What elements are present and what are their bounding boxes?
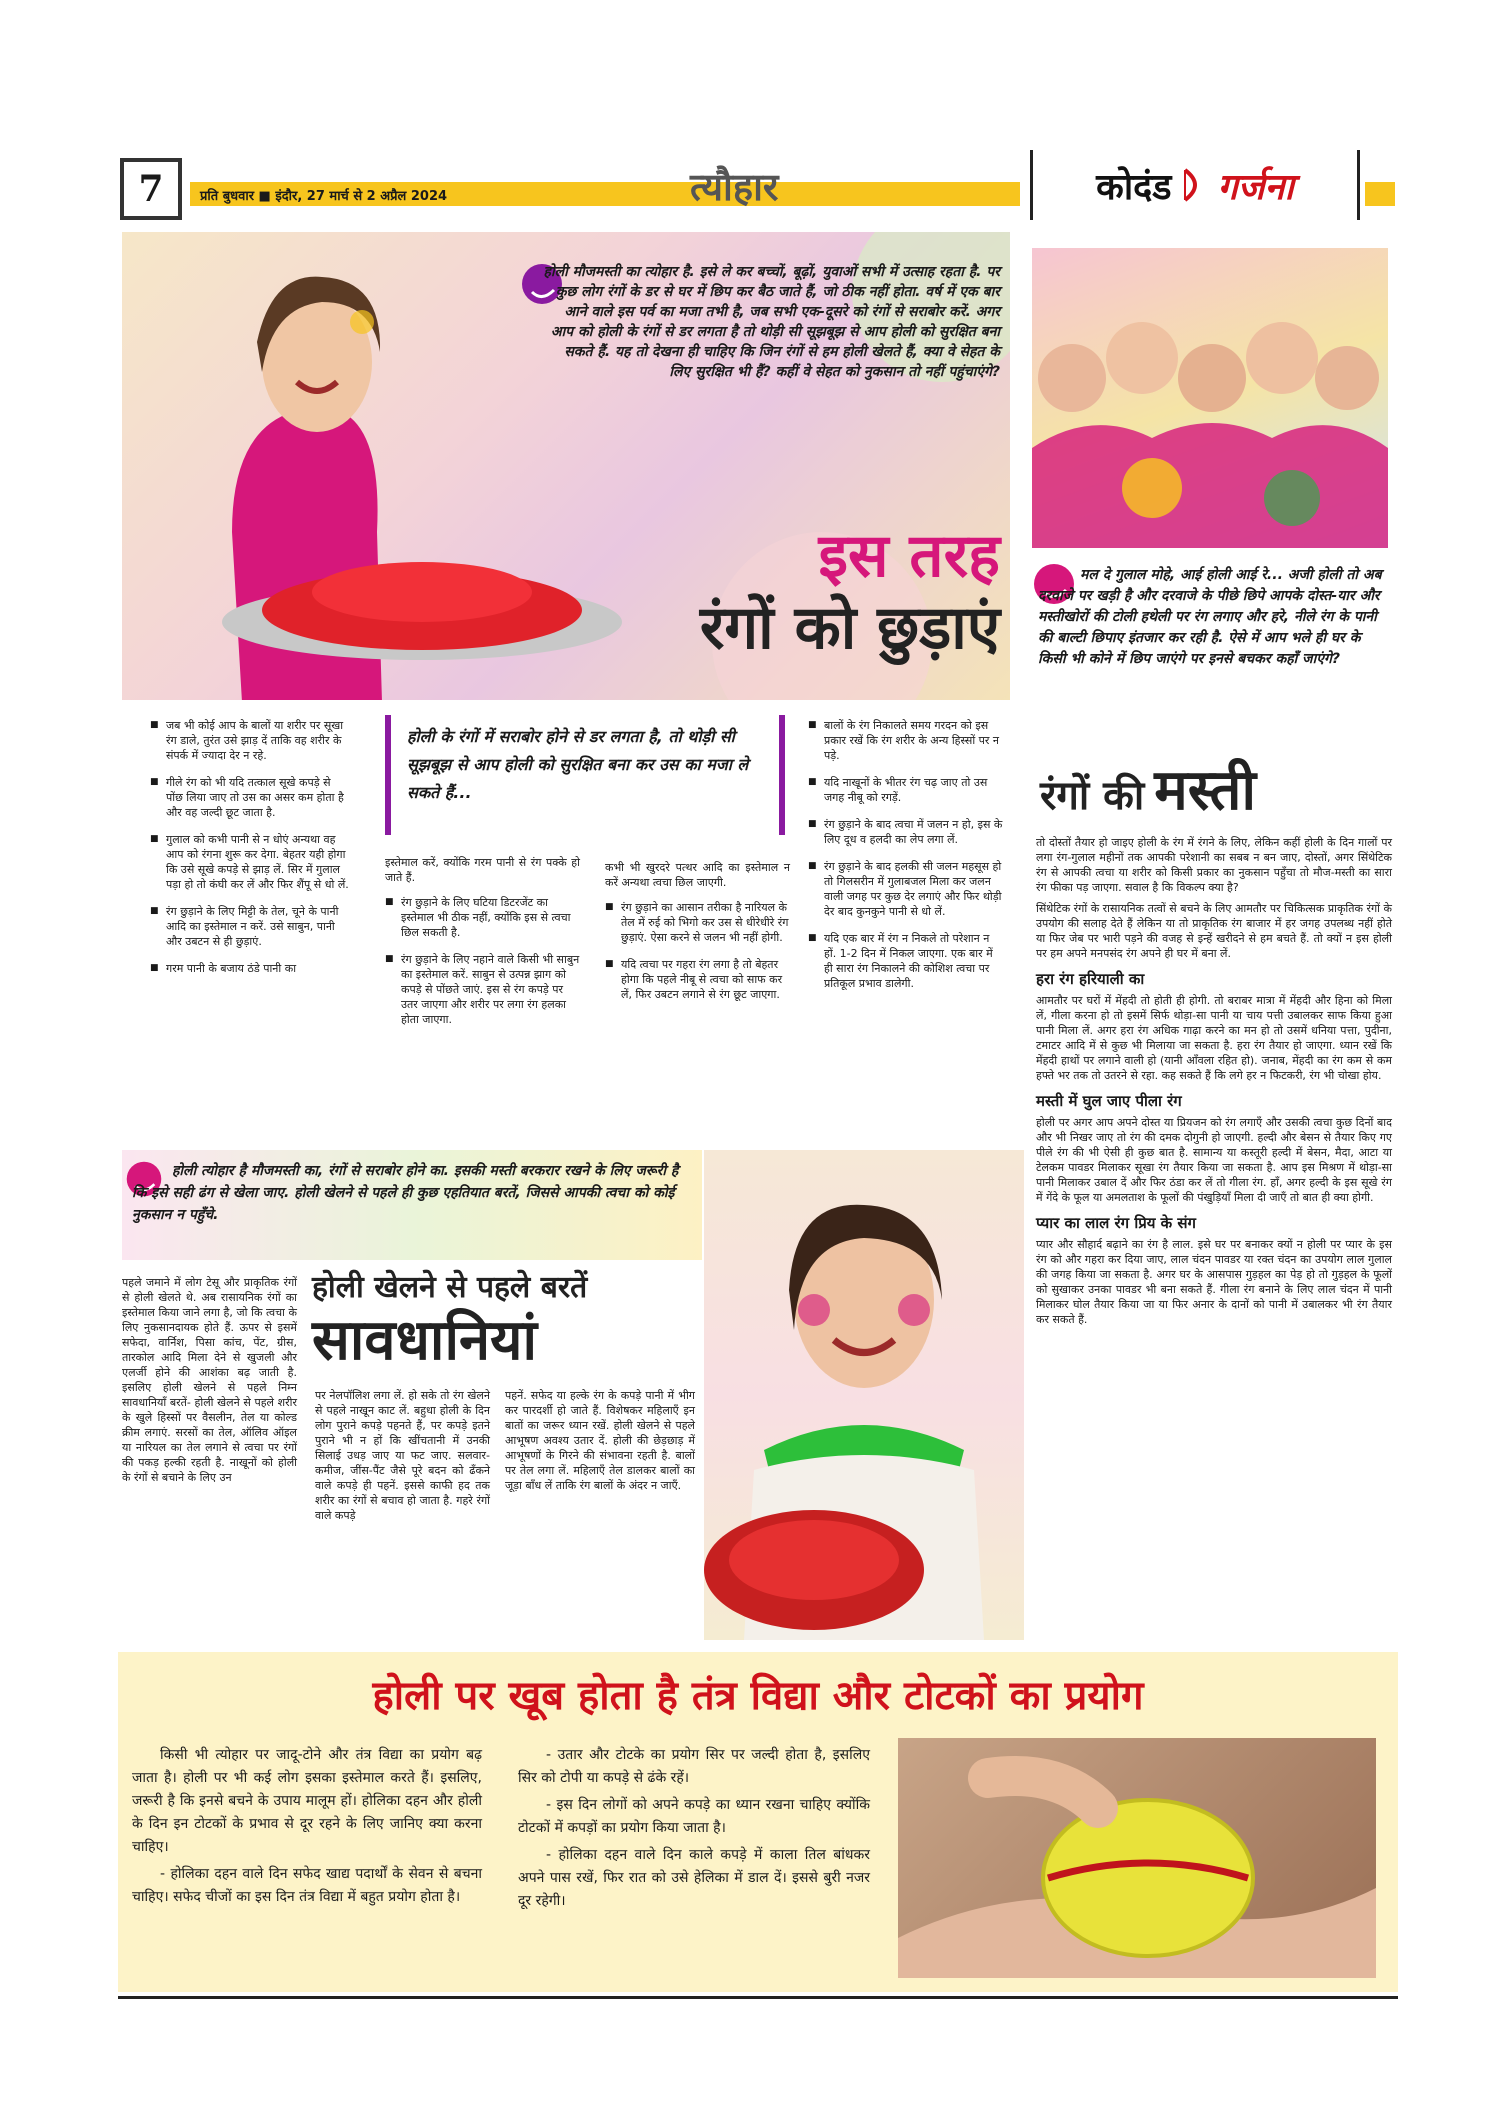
precaution-title1: होली खेलने से पहले बरतें bbox=[312, 1270, 588, 1305]
bow-icon bbox=[1180, 165, 1210, 205]
group-women-photo bbox=[1032, 248, 1388, 548]
main-col1 bbox=[150, 718, 350, 988]
lemon-photo bbox=[898, 1738, 1376, 1978]
right-p4: होली पर अगर आप अपने दोस्त या प्रियजन को रंग लगाएँ और उसकी त्वचा कुछ दिनों बाद और भी निखर जाए तो रंग की दमक दोगुनी हो जाएगी. हल्दी और बेसन से तैयार किए गए पीले रंग की भी ऐसी ही कुछ बात है. सामान्य या कस्तूरी हल्दी में बेसन, मैदा, आटा या टेलकम पावडर मिलाकर सूखा रंग तैयार किया जा सकता है. आप इस मिश्रण में थोड़ा-सा पानी मिलाकर उबाल दें और फिर ठंडा कर लें तो गीला रंग. हाँ, अगर हल्दी के इस सूखे रंग में गेंदे के फूल या अमलताश के फूलों की पंखुड़ियाँ मिला दी जाएँ तो बात ही क्या होगी. bbox=[1036, 1116, 1392, 1204]
right-p3: आमतौर पर घरों में मेंहदी तो होती ही होगी. तो बराबर मात्रा में मेंहदी और हिना को मिला लें, गीला करना हो तो इसमें सिर्फ थोड़ा-सा पानी या चाय पत्ती उबालकर साफ किया हुआ पानी मिला लें. अगर हरा रंग अधिक गाढ़ा करने का मन हो तो उसमें धनिया पत्ता, पुदीना, टमाटर आदि में से कुछ भी मिलाया जा सकता है. हरा रंग तैयार हो जाएगा. ध्यान रखें कि मेंहदी हाथों पर लगाने वाली हो (यानी आँवला रहित हो). जनाब, मेंहदी का रंग कम से कम हफ्ते भर तक तो उतरने से रहा. कह सकते हैं कि लगे हर न फिटकरी, रंग भी चोखा होय. bbox=[1036, 994, 1392, 1082]
right-p1: तो दोस्तों तैयार हो जाइए होली के रंग में रंगने के लिए, लेकिन कहीं होली के दिन गालों पर लगा रंग-गुलाल महीनों तक आपकी परेशानी का सबब न बन जाए, दोस्तों, अगर सिंथेटिक रंग से आपकी त्वचा या शरीर को किसी प्रकार का नुकसान पहुँचा तो मौज-मस्ती का सारा रंग फीका पड़ जाएगा. सवाल है कि विकल्प क्या है? bbox=[1036, 836, 1392, 894]
right-p2: सिंथेटिक रंगों के रासायनिक तत्वों से बचने के लिए आमतौर पर चिकित्सक प्राकृतिक रंगों के उपयोग की सलाह देते हैं लेकिन या तो प्राकृतिक रंग बाजार में हर जगह उपलब्ध नहीं होते या फिर जेब पर भारी पड़ने की वजह से इन्हें खरीदने से हम बचते हैं. तो क्यों न इस होली पर हम अपने मनपसंद रंग अपने ही घर में बना लें. bbox=[1036, 902, 1392, 960]
masthead bbox=[1030, 150, 1360, 220]
list-item: ■ यदि एक बार में रंग न निकले तो परेशान न हों. 1-2 दिन में निकल जाएगा. एक बार में ही सारा रंग निकालने की कोशिश त्वचा पर प्रतिकूल प्रभाव डालेगी. bbox=[808, 931, 1004, 991]
list-item: ■ रंग छुड़ाने का आसान तरीका है नारियल के तेल में रुई को भिगो कर उस से धीरेधीरे रंग छुड़ाएं. ऐसा करने से जलन भी नहीं होगी. bbox=[605, 900, 790, 945]
list-item: ■ रंग छुड़ाने के बाद हलकी सी जलन महसूस हो तो गिलसरीन में गुलाबजल मिला कर जलन वाली जगह पर कुछ देर लगाएं और फिर थोड़ी देर बाद कुनकुने पानी से धो लें. bbox=[808, 859, 1004, 919]
bottom-col1 bbox=[132, 1744, 482, 1909]
section-title: त्यौहार bbox=[690, 164, 779, 209]
precaution-title2: सावधानियां bbox=[312, 1308, 538, 1373]
bottom-col2-p2: - इस दिन लोगों को अपने कपड़े का ध्यान रखना चाहिए क्योंकि टोटकों में कपड़ों का प्रयोग किया जाता है। bbox=[518, 1797, 870, 1836]
col2-start: इस्तेमाल करें, क्योंकि गरम पानी से रंग पक्के हो जाते हैं. bbox=[385, 856, 580, 884]
bottom-col2-p1: - उतार और टोटके का प्रयोग सिर पर जल्दी होता है, इसलिए सिर को टोपी या कपड़े से ढंके रहें। bbox=[518, 1747, 870, 1786]
right-h1: हरा रंग हरियाली का bbox=[1036, 970, 1145, 988]
list-item: ■ रंग छुड़ाने के लिए मिट्टी के तेल, चूने के पानी आदि का इस्तेमाल न करें. उसे साबुन, पानी और उबटन से ही छुड़ाएं. bbox=[150, 904, 350, 949]
smiling-woman-photo bbox=[704, 1150, 1024, 1640]
main-col4 bbox=[808, 718, 1004, 1003]
list-item: ■ रंग छुड़ाने के लिए नहाने वाले किसी भी साबुन का इस्तेमाल करें. साबुन से उत्पन्न झाग को कपड़े से पोंछते जाएं. इस से रंग कपड़े पर उतर जाएगा और शरीर पर लगा रंग हलका होता जाएगा. bbox=[385, 952, 580, 1027]
pull-quote: होली के रंगों में सराबोर होने से डर लगता है, तो थोड़ी सी सूझबूझ से आप होली को सुरक्षित बना कर उस का मजा ले सकते हैं... bbox=[407, 727, 749, 802]
list-item: ■ यदि नाखूनों के भीतर रंग चढ़ जाए तो उस जगह नीबू को रगड़ें. bbox=[808, 775, 1004, 805]
right-body bbox=[1036, 835, 1392, 1333]
main-title-line2: रंगों को छुड़ाएं bbox=[699, 593, 1000, 663]
bottom-col2 bbox=[518, 1744, 870, 1913]
pull-quote-box bbox=[385, 715, 785, 835]
list-item: ■ गरम पानी के बजाय ठंडे पानी का bbox=[150, 961, 350, 976]
masthead-right: गर्जना bbox=[1217, 166, 1294, 208]
bottom-col2-p3: - होलिका दहन वाले दिन काले कपड़े में काला तिल बांधकर अपने पास रखें, फिर रात को उसे हेलिका में डाल दें। इससे बुरी नजर दूर रहेगी। bbox=[518, 1847, 870, 1909]
bottom-col1-p2: - होलिका दहन वाले दिन सफेद खाद्य पदार्थों के सेवन से बचना चाहिए। सफेद चीजों का इस दिन तंत्र विद्या में बहुत प्रयोग होता है। bbox=[132, 1866, 482, 1905]
right-intro: मल दे गुलाल मोहे, आई होली आई रे... अजी होली तो अब दरवाजे पर खड़ी है और दरवाजे के पीछे छिपे आपके दोस्त-यार और मस्तीखोरों की टोली हथेली पर रंग लगाए और हरे, नीले रंग के पानी की बाल्टी छिपाए इंतजार कर रही है. ऐसे में आप भले ही घर के किसी भी कोने में छिप जाएंगे पर इनसे बचकर कहाँ जाएंगे? bbox=[1038, 567, 1382, 667]
list-item: ■ जब भी कोई आप के बालों या शरीर पर सूखा रंग डाले, तुरंत उसे झाड़ दें ताकि वह शरीर के संपर्क में ज्यादा देर न रहे. bbox=[150, 718, 350, 763]
precaution-col3: पहनें. सफेद या हल्के रंग के कपड़े पानी में भीग कर पारदर्शी हो जाते हैं. विशेषकर महिलाएँ इन बातों का जरूर ध्यान रखें. होली खेलने से पहले आभूषण अवश्य उतार दें. होली की छेड़छाड़ में आभूषणों के गिरने की संभावना रहती है. बालों पर तेल लगा लें. महिलाएँ तेल डालकर बालों का जूड़ा बाँध लें ताकि रंग बालों के अंदर न जाएँ. bbox=[505, 1389, 695, 1492]
main-col2 bbox=[385, 855, 580, 1039]
issue-info: प्रति बुधवार ■ इंदौर, 27 मार्च से 2 अप्रैल 2024 bbox=[200, 189, 448, 204]
precaution-col1: पहले जमाने में लोग टेसू और प्राकृतिक रंगों से होली खेलते थे. अब रासायनिक रंगों का इस्तेमाल किया जाने लगा है, जो कि त्वचा के लिए नुकसानदायक होते हैं. ऊपर से इसमें सफेदा, वार्निश, पिसा कांच, पेंट, ग्रीस, तारकोल आदि मिला देने से खुजली और एलर्जी होने की आशंका बढ़ जाती है. इसलिए होली खेलने से पहले निम्न सावधानियाँ बरतें- होली खेलने से पहले शरीर के खुले हिस्सों पर वैसलीन, तेल या कोल्ड क्रीम लगाएं. सरसों का तेल, ऑलिव ऑइल या नारियल का तेल लगाने से त्वचा पर रंगों की पकड़ हल्की रहती है. नाखूनों को होली के रंगों से बचाने के लिए उन bbox=[122, 1276, 297, 1484]
precaution-title bbox=[312, 1268, 692, 1374]
list-item: ■ गुलाल को कभी पानी से न धोएं अन्यथा वह आप को रंगना शुरू कर देगा. बेहतर यही होगा कि उसे सूखे कपड़े से झाड़ लें. सिर में गुलाल पड़ा हो तो कंघी कर लें और फिर शैंपू से धो लें. bbox=[150, 832, 350, 892]
list-item: ■ गीले रंग को भी यदि तत्काल सूखे कपड़े से पोंछ लिया जाए तो उस का असर कम होता है और वह जल्दी छूट जाता है. bbox=[150, 775, 350, 820]
bottom-rule bbox=[118, 1996, 1398, 1999]
right-title-b: मस्ती bbox=[1154, 758, 1256, 823]
list-item: ■ बालों के रंग निकालते समय गरदन को इस प्रकार रखें कि रंग शरीर के अन्य हिस्सों पर न पड़े. bbox=[808, 718, 1004, 763]
right-p5: प्यार और सौहार्द बढ़ाने का रंग है लाल. इसे घर पर बनाकर क्यों न होली पर प्यार के इस रंग को और गहरा कर दिया जाए, लाल चंदन पावडर या रक्त चंदन का उपयोग लाल गुलाल की जगह किया जा सकता है. अगर घर के आसपास गुड़हल का पेड़ हो तो गुड़हल के फूलों को सुखाकर उनका पावडर भी बना सकते हैं. गीला रंग बनाने के लिए लाल चंदन में पानी मिलाकर घोल तैयार किया जा या फिर अनार के दानों को पानी में उबालकर भी रंग तैयार कर सकते हैं. bbox=[1036, 1238, 1392, 1326]
col3-start: कभी भी खुरदरे पत्थर आदि का इस्तेमाल न करें अन्यथा त्वचा छिल जाएगी. bbox=[605, 861, 790, 889]
bottom-col1-p1: किसी भी त्योहार पर जादू-टोने और तंत्र विद्या का प्रयोग बढ़ जाता है। होली पर भी कई लोग इसका इस्तेमाल करते हैं। इसलिए, जरूरी है कि इनसे बचने के उपाय मालूम हों। होलिका दहन और होली के दिन इन टोटकों के प्रभाव से दूर रहने के लिए जानिए क्या करना चाहिए। bbox=[132, 1747, 482, 1855]
right-h2: मस्ती में घुल जाए पीला रंग bbox=[1036, 1092, 1182, 1110]
list-item: ■ रंग छुड़ाने के बाद त्वचा में जलन न हो, इस के लिए दूध व हलदी का लेप लगा लें. bbox=[808, 817, 1004, 847]
right-h3: प्यार का लाल रंग प्रिय के संग bbox=[1036, 1214, 1197, 1232]
list-item: ■ यदि त्वचा पर गहरा रंग लगा है तो बेहतर होगा कि पहले नीबू से त्वचा को साफ कर लें, फिर उबटन लगाने से रंग छूट जाएगा. bbox=[605, 957, 790, 1002]
right-title-a: रंगों की bbox=[1040, 773, 1145, 819]
page-number-box bbox=[120, 158, 182, 220]
page-number: 7 bbox=[138, 168, 164, 210]
precaution-col2: पर नेलपॉलिश लगा लें. हो सके तो रंग खेलने से पहले नाखून काट लें. बहुधा होली के दिन लोग पुराने कपड़े पहनते हैं, पर कपड़े इतने पुराने भी न हों कि खींचतानी में उनकी सिलाई उधड़ जाए या फट जाए. सलवार-कमीज, जींस-पैंट जैसे पूरे बदन को ढँकने वाले कपड़े ही पहनें. इससे काफी हद तक शरीर का रंगों से बचाव हो जाता है. गहरे रंगों वाले कपड़े bbox=[315, 1389, 490, 1522]
masthead-yellow bbox=[1365, 182, 1395, 206]
list-item: ■ रंग छुड़ाने के लिए घटिया डिटरजेंट का इस्तेमाल भी ठीक नहीं, क्योंकि इस से त्वचा छिल सकती है. bbox=[385, 895, 580, 940]
bottom-headline: होली पर खूब होता है तंत्र विद्या और टोटकों का प्रयोग bbox=[372, 1672, 1144, 1719]
main-title bbox=[580, 520, 1000, 664]
main-title-line1: इस तरह bbox=[818, 521, 1000, 591]
main-col3 bbox=[605, 860, 790, 1014]
main-intro: होली मौजमस्ती का त्योहार है. इसे ले कर बच्चों, बूढ़ों, युवाओं सभी में उत्साह रहता है. पर कुछ लोग रंगों के डर से घर में छिप कर बैठ जाते हैं, जो ठीक नहीं होता. वर्ष में एक बार आने वाले इस पर्व का मजा तभी है, जब सभी एक-दूसरे को रंगों से सराबोर करें. अगर आप को होली के रंगों से डर लगता है तो थोड़ी सी सूझबूझ से आप होली को सुरक्षित बना सकते हैं. यह तो देखना ही चाहिए कि जिन रंगों से हम होली खेलते हैं, क्या वे सेहत के लिए सुरक्षित भी हैं? कहीं वे सेहत को नुकसान तो नहीं पहुंचाएंगे? bbox=[543, 264, 1000, 380]
right-title bbox=[1040, 750, 1390, 826]
masthead-left: कोदंड bbox=[1096, 166, 1172, 208]
precaution-intro: होली त्योहार है मौजमस्ती का, रंगों से सराबोर होने का. इसकी मस्ती बरकरार रखने के लिए जरूरी है कि इसे सही ढंग से खेला जाए. होली खेलने से पहले ही कुछ एहतियात बरतें, जिससे आपकी त्वचा को कोई नुकसान न पहुँचे. bbox=[132, 1163, 679, 1223]
